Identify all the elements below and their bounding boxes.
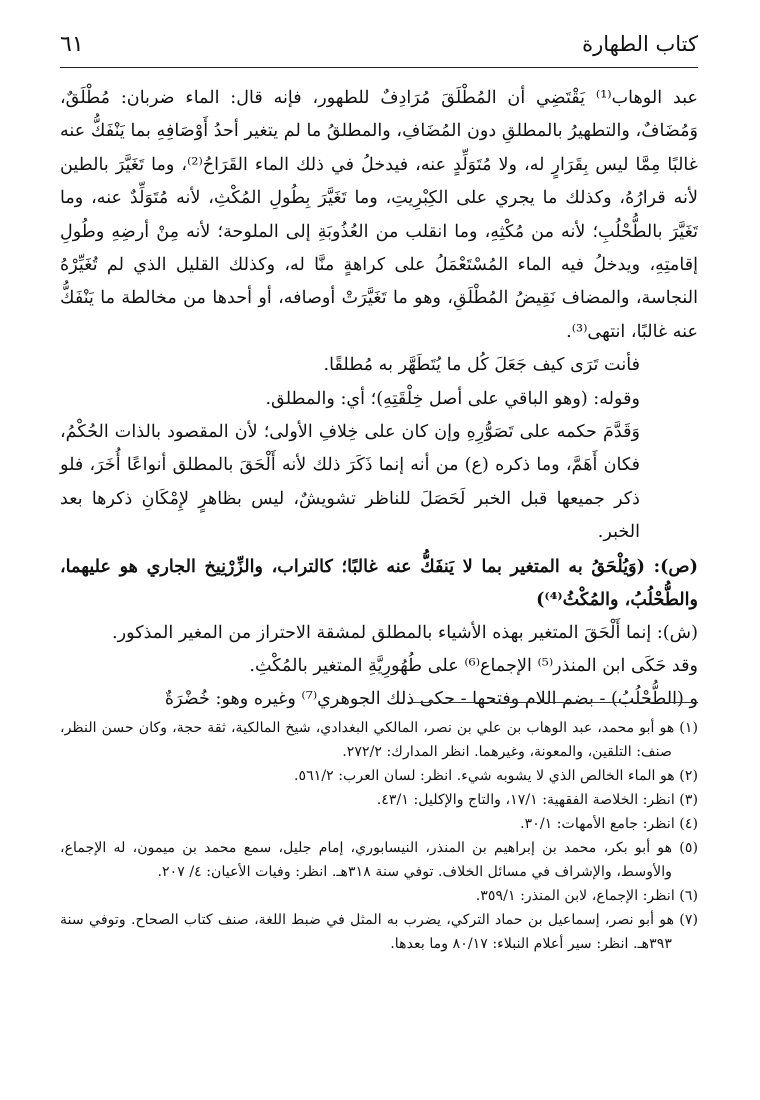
footnote: (٧) هو أبو نصر، إسماعيل بن حماد التركي، يضرب به المثل في ضبط اللغة، صنف كتاب الصحاح. وتوفي سنة ٣٩٣هـ. انظر: سير أعلام النبلاء: ٨٠/١٧ وما بعدها. (60, 912, 698, 952)
paragraph: فأنت تَرَى كيف جَعَلَ كُل ما يُتَطَهَّر به مُطلقًا. (323, 355, 640, 376)
paragraph: عبد الوهاب⁽¹⁾ يَقْتَضِي أن المُطْلَقَ مُرَادِفٌ للطهور، فإنه قال: الماء ضربان: مُطْلَقٌ، وَمُضَافٌ، والتطهيرُ بالمطلقِ دون المُضَافِ، والمطلقُ ما لم يتغير أحدُ أَوْصَافِهِ بما يَنْفَكُّ عنه غالبًا مِمَّا ليس بِقَرَارٍ له، ولا مُتَوَلِّدٍ عنه، فيدخلُ في ذلك الماء القَرَاحُ⁽²⁾، وما تَغَيَّرَ بالطين لأنه قرارُهُ، وكذلك ما يجري على الكِبْرِيتِ، وما تَغَيَّرَ بِطُولِ المُكْثِ، لأنه مُتَوَلِّدٌ عنه، وما تَغَيَّرَ بالطُّحْلُبِ؛ لأنه من مُكْثِهِ، وما انقلب من العُذُوبَةِ إلى الملوحة؛ لأنه مِنْ أرضِهِ وطُولِ إقامتِهِ، ويدخلُ فيه الماء المُسْتَعْمَلُ على كراهةٍ منَّا له، وكذلك القليل الذي لم تُغَيِّرْهُ النجاسة، والمضاف نَقِيضُ المُطْلَقِ، وهو ما تَغَيَّرَتْ أوصافه، أو أحدها من مخالطة ما يَنْفَكُّ عنه غالبًا، انتهى⁽³⁾. (60, 88, 699, 342)
footnote: (١) هو أبو محمد، عبد الوهاب بن علي بن نصر، المالكي البغدادي، شيخ المالكية، ثقة حجة، وكان حسن النظر، صنف: التلقين، والمعونة، وغيرهما. انظر المدارك: ٢٧٢/٢. (60, 720, 698, 760)
footnote: (٣) انظر: الخلاصة الفقهية: ١٧/١، والتاج والإكليل: ٤٣/١. (376, 792, 698, 808)
paragraph: وقد حَكَى ابن المنذر⁽⁵⁾ الإجماع⁽⁶⁾ على طُهُورِيَّةِ المتغير بالمُكْثِ. (249, 655, 698, 676)
footnote: (٢) هو الماء الخالص الذي لا يشوبه شيء. انظر: لسان العرب: ٥٦١/٢. (293, 768, 698, 784)
matn-quote: (ص): (وَيُلْحَقُ به المتغير بما لا يَنفَكُّ عنه غالبًا؛ كالتراب، والزِّرْنِيخ الجاري هو عليهما، والطُّحْلُبُ، والمُكْثُ⁽⁴⁾) (60, 555, 698, 611)
commentary-paragraph: (ش): إنما أَلْحَقَ المتغير بهذه الأشياء بالمطلق لمشقة الاحتراز من المغير المذكور. (112, 622, 698, 643)
book-title: كتاب الطهارة (582, 32, 698, 56)
page-number: ٦١ (60, 32, 84, 57)
footnotes (60, 716, 698, 956)
footnote-separator (408, 702, 698, 703)
paragraph: وقوله: (وهو الباقي على أصل خِلْقَتِهِ)؛ أي: والمطلق. (265, 388, 640, 409)
main-text (60, 82, 698, 717)
running-header (60, 30, 698, 66)
footnote: (٥) هو أبو بكر، محمد بن إبراهيم بن المنذر، النيسابوري، إمام جليل، سمع محمد بن ميمون، له الإجماع، والأوسط، والإشراف في مسائل الخلاف. توفي سنة ٣١٨هـ. انظر: وفيات الأعيان: ٤/ ٢٠٧. (60, 840, 698, 880)
paragraph: وَقَدَّمَ حكمه على تَصَوُّرِهِ وإن كان على خِلافِ الأولى؛ لأن المقصود بالذات الحُكْمُ، فكان أَهَمَّ، وما ذكره (ع) من أنه إنما ذَكَرَ ذلك لأنه أَلْحَقَ بالمطلق أنواعًا أُخَرَ، فلو ذكر جميعها قبل الخبر لَحَصَلَ للناظر تشويشٌ، ليس بظاهرٍ لإِمْكَانِ ذكرها بعد الخبر. (60, 422, 640, 543)
header-divider (60, 67, 698, 68)
footnote: (٦) انظر: الإجماع، لابن المنذر: ٣٥٩/١. (475, 888, 698, 904)
footnote: (٤) انظر: جامع الأمهات: ٣٠/١. (520, 816, 698, 832)
paragraph: و (الطُّحْلُبُ) - بضم اللام وفتحها - حكى ذلك الجوهري⁽⁷⁾ وغيره وهو: خُضْرَةٌ (164, 689, 698, 710)
